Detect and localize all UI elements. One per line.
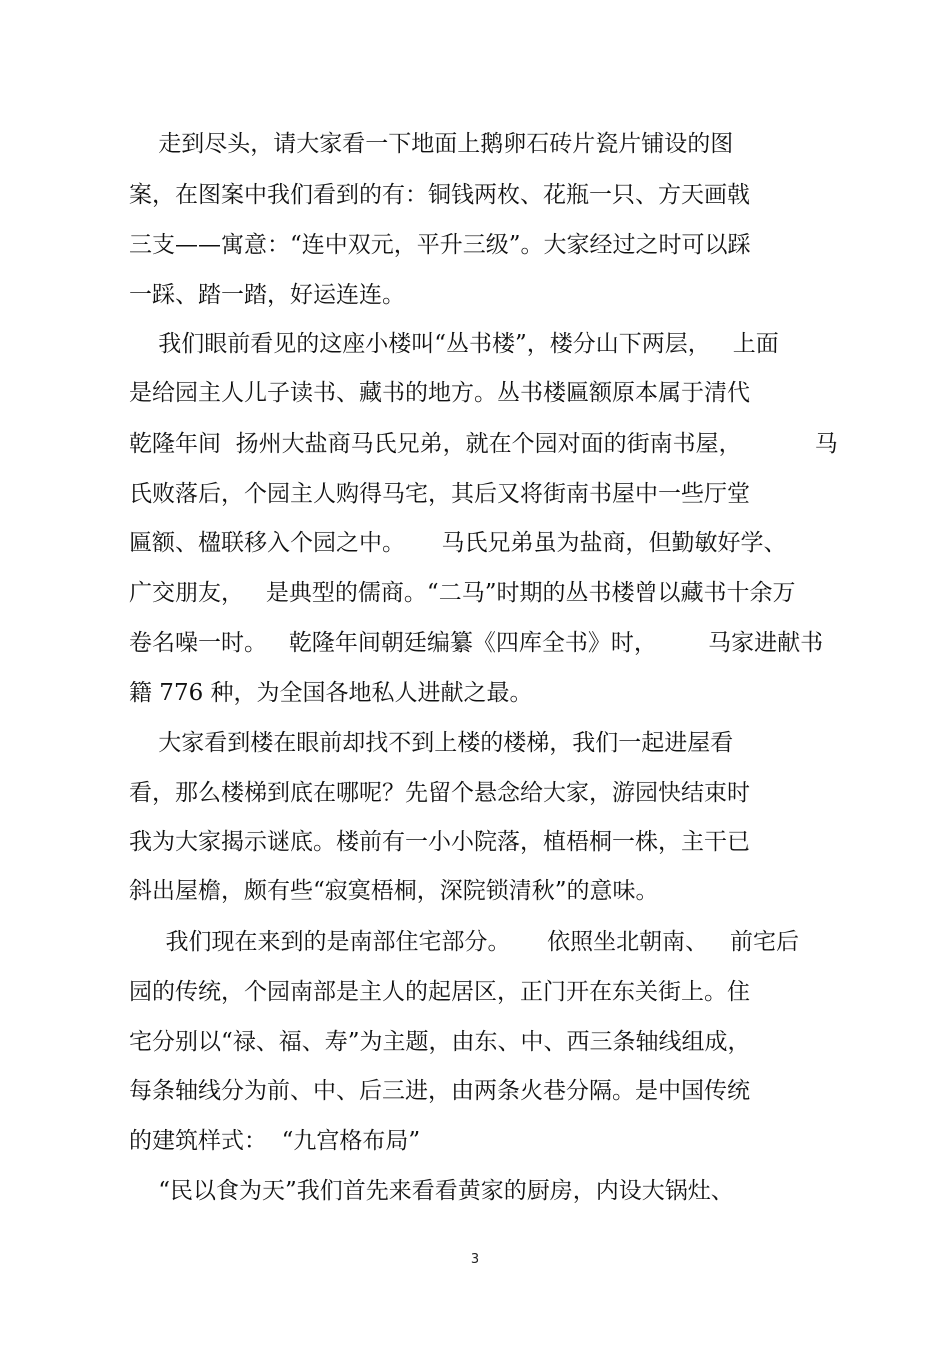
text-line: 宅分别以“禄、福、寿”为主题，由东、中、西三条轴线组成， <box>129 1029 751 1055</box>
text-line: 我们现在来到的是南部住宅部分。 依照坐北朝南、 前宅后 <box>129 929 800 955</box>
text-line: 的建筑样式： “九宫格布局” <box>129 1128 421 1154</box>
text-line: 我们眼前看见的这座小楼叫“丛书楼”，楼分山下两层， 上面 <box>129 331 779 357</box>
text-line: 看，那么楼梯到底在哪呢？先留个悬念给大家，游园快结束时 <box>129 780 750 806</box>
text-line: 园的传统，个园南部是主人的起居区，正门开在东关街上。住 <box>129 979 750 1005</box>
text-line: 我为大家揭示谜底。楼前有一小小院落，植梧桐一株，主干已 <box>129 829 750 855</box>
text-line: 匾额、楹联移入个园之中。 马氏兄弟虽为盐商，但勤敏好学、 <box>129 530 787 556</box>
text-line: 乾隆年间 扬州大盐商马氏兄弟，就在个园对面的街南书屋， 马 <box>129 431 838 457</box>
page-number: 3 <box>470 1252 480 1267</box>
text-line: 籍 776 种，为全国各地私人进献之最。 <box>129 680 533 706</box>
text-line: 广交朋友， 是典型的儒商。“二马”时期的丛书楼曾以藏书十余万 <box>129 580 796 606</box>
text-line: 大家看到楼在眼前却找不到上楼的楼梯，我们一起进屋看 <box>129 730 734 756</box>
text-line: 三支——寓意：“连中双元，平升三级”。大家经过之时可以踩 <box>129 232 751 258</box>
text-line: 斜出屋檐，颇有些“寂寞梧桐，深院锁清秋”的意味。 <box>129 878 659 904</box>
text-line: 一踩、踏一踏，好运连连。 <box>129 282 405 308</box>
text-line: “民以食为天”我们首先来看看黄家的厨房，内设大锅灶、 <box>129 1178 734 1204</box>
text-line: 走到尽头，请大家看一下地面上鹅卵石砖片瓷片铺设的图 <box>129 131 734 157</box>
text-line: 案，在图案中我们看到的有：铜钱两枚、花瓶一只、方天画戟 <box>129 182 750 208</box>
text-line: 卷名噪一时。 乾隆年间朝廷编纂《四库全书》时， 马家进献书 <box>129 630 824 656</box>
text-line: 氏败落后，个园主人购得马宅，其后又将街南书屋中一些厅堂 <box>129 481 750 507</box>
text-line: 每条轴线分为前、中、后三进，由两条火巷分隔。是中国传统 <box>129 1078 750 1104</box>
text-line: 是给园主人儿子读书、藏书的地方。丛书楼匾额原本属于清代 <box>129 380 750 406</box>
